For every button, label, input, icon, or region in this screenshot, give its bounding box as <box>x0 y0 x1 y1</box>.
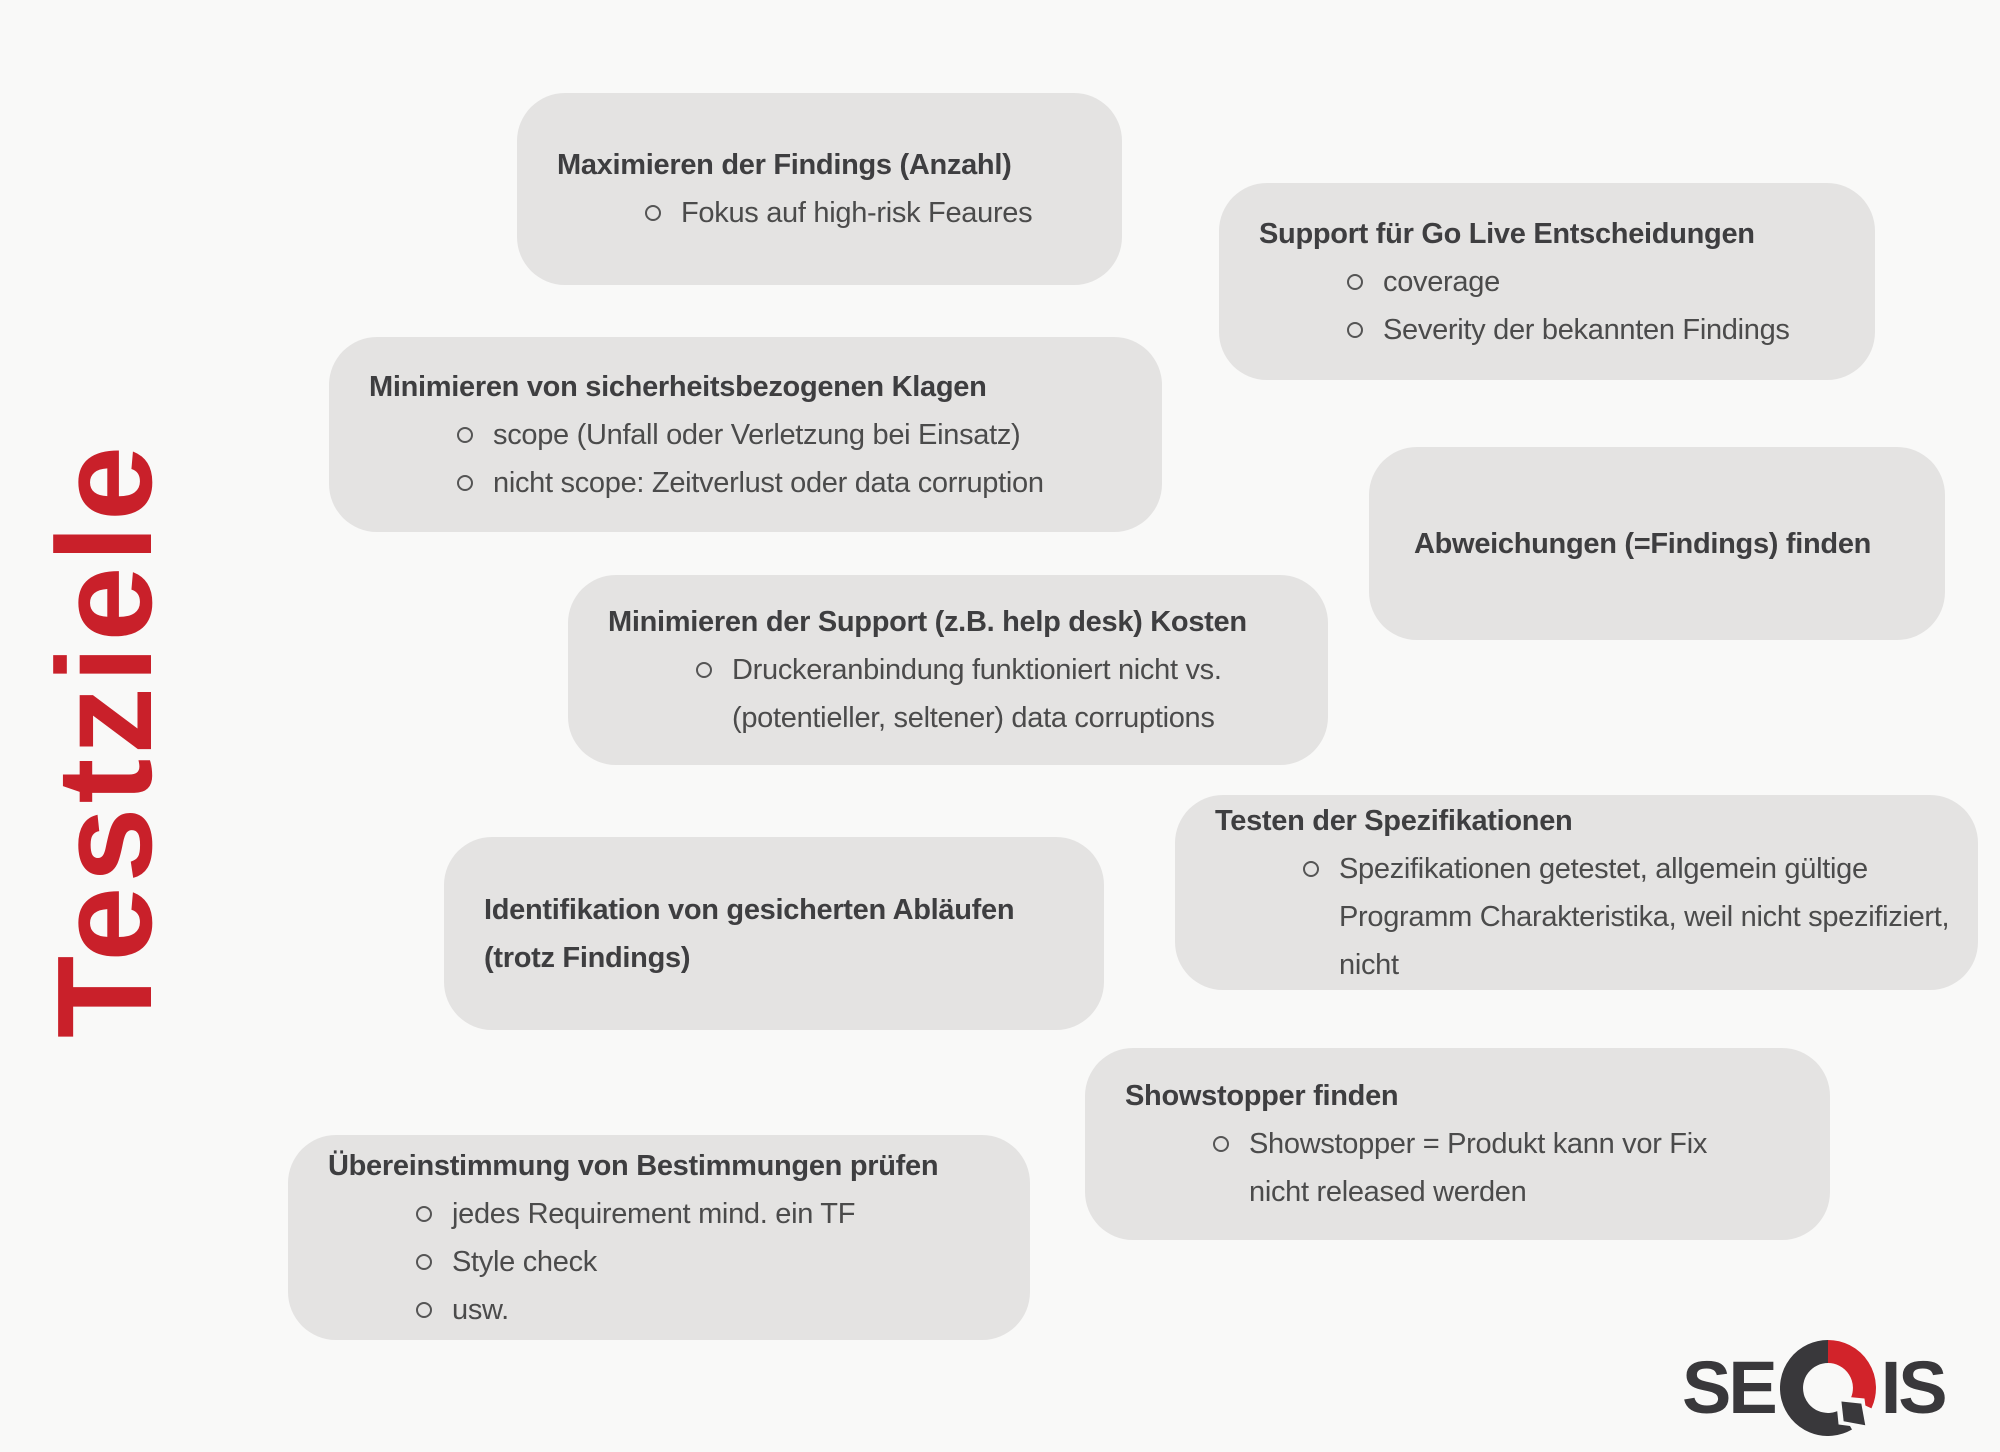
goal-box-support-go-live <box>1219 183 1875 380</box>
bullet-circle-icon <box>416 1302 432 1318</box>
bullet-list <box>1259 258 1853 354</box>
bullet-circle-icon <box>696 662 712 678</box>
box-title: Support für Go Live Entscheidungen <box>1259 217 1755 250</box>
goal-box-testen-spezifikationen <box>1175 795 1978 990</box>
bullet-text: scope (Unfall oder Verletzung bei Einsatz) <box>493 418 1021 451</box>
bullet-circle-icon <box>416 1254 432 1270</box>
bullet-text: jedes Requirement mind. ein TF <box>452 1197 856 1230</box>
bullet-item <box>696 646 1312 742</box>
bullet-circle-icon <box>645 205 661 221</box>
logo-q-icon <box>1780 1340 1876 1436</box>
box-title: Abweichungen (=Findings) finden <box>1414 527 1872 560</box>
bullet-item <box>645 189 1100 237</box>
goal-box-uebereinstimmung-bestimmungen <box>288 1135 1030 1340</box>
bullet-list <box>1215 845 1956 989</box>
goal-box-abweichungen-finden <box>1369 447 1945 640</box>
bullet-text: Showstopper = Produkt kann vor Fix nicht released werden <box>1249 1128 1708 1208</box>
goal-box-identifikation-ablaeufe <box>444 837 1104 1030</box>
box-title: Testen der Spezifikationen <box>1215 804 1573 837</box>
bullet-item <box>1347 258 1853 306</box>
bullet-item <box>1213 1120 1772 1216</box>
box-title: Übereinstimmung von Bestimmungen prüfen <box>328 1149 939 1182</box>
bullet-item <box>416 1238 1008 1286</box>
bullet-circle-icon <box>457 475 473 491</box>
bullet-circle-icon <box>1347 322 1363 338</box>
bullet-item <box>457 459 1140 507</box>
bullet-item <box>457 411 1140 459</box>
box-title: Minimieren von sicherheitsbezogenen Klagen <box>369 370 987 403</box>
goal-box-showstopper-finden <box>1085 1048 1830 1240</box>
bullet-text: Style check <box>452 1245 597 1278</box>
bullet-list <box>1125 1120 1772 1216</box>
goal-box-minimieren-support-kosten <box>568 575 1328 765</box>
bullet-circle-icon <box>1303 861 1319 877</box>
bullet-circle-icon <box>416 1206 432 1222</box>
bullet-text: Severity der bekannten Findings <box>1383 313 1790 346</box>
bullet-text: Spezifikationen getestet, allgemein gültige Programm Charakteristika, weil nicht spezifiziert, nicht <box>1339 852 1950 981</box>
box-title: Showstopper finden <box>1125 1080 1399 1112</box>
box-title: Minimieren der Support (z.B. help desk) Kosten <box>608 606 1247 638</box>
bullet-circle-icon <box>1347 274 1363 290</box>
bullet-circle-icon <box>457 427 473 443</box>
bullet-item <box>1303 845 1956 989</box>
bullet-text: usw. <box>452 1293 509 1326</box>
bullet-item <box>416 1286 1008 1334</box>
bullet-text: Fokus auf high-risk Feaures <box>681 197 1033 229</box>
box-title: Maximieren der Findings (Anzahl) <box>557 149 1012 181</box>
goal-box-maximieren-findings <box>517 93 1122 285</box>
box-title: Identifikation von gesicherten Abläufen (trotz Findings) <box>484 893 1015 974</box>
bullet-circle-icon <box>1213 1136 1229 1152</box>
bullet-item <box>1347 306 1853 354</box>
seqis-logo <box>1682 1340 1945 1436</box>
bullet-list <box>557 189 1100 237</box>
logo-text-right: IS <box>1880 1346 1945 1429</box>
bullet-list <box>369 411 1140 507</box>
bullet-text: Druckeranbindung funktioniert nicht vs. (potentieller, seltener) data corruptions <box>732 654 1222 734</box>
bullet-list <box>328 1190 1008 1334</box>
bullet-text: nicht scope: Zeitverlust oder data corruption <box>493 466 1044 499</box>
page-title: Testziele <box>29 441 180 1039</box>
bullet-list <box>608 646 1312 742</box>
goal-box-minimieren-klagen <box>329 337 1162 532</box>
logo-text-left: SE <box>1682 1346 1775 1429</box>
bullet-text: coverage <box>1383 265 1500 298</box>
bullet-item <box>416 1190 1008 1238</box>
